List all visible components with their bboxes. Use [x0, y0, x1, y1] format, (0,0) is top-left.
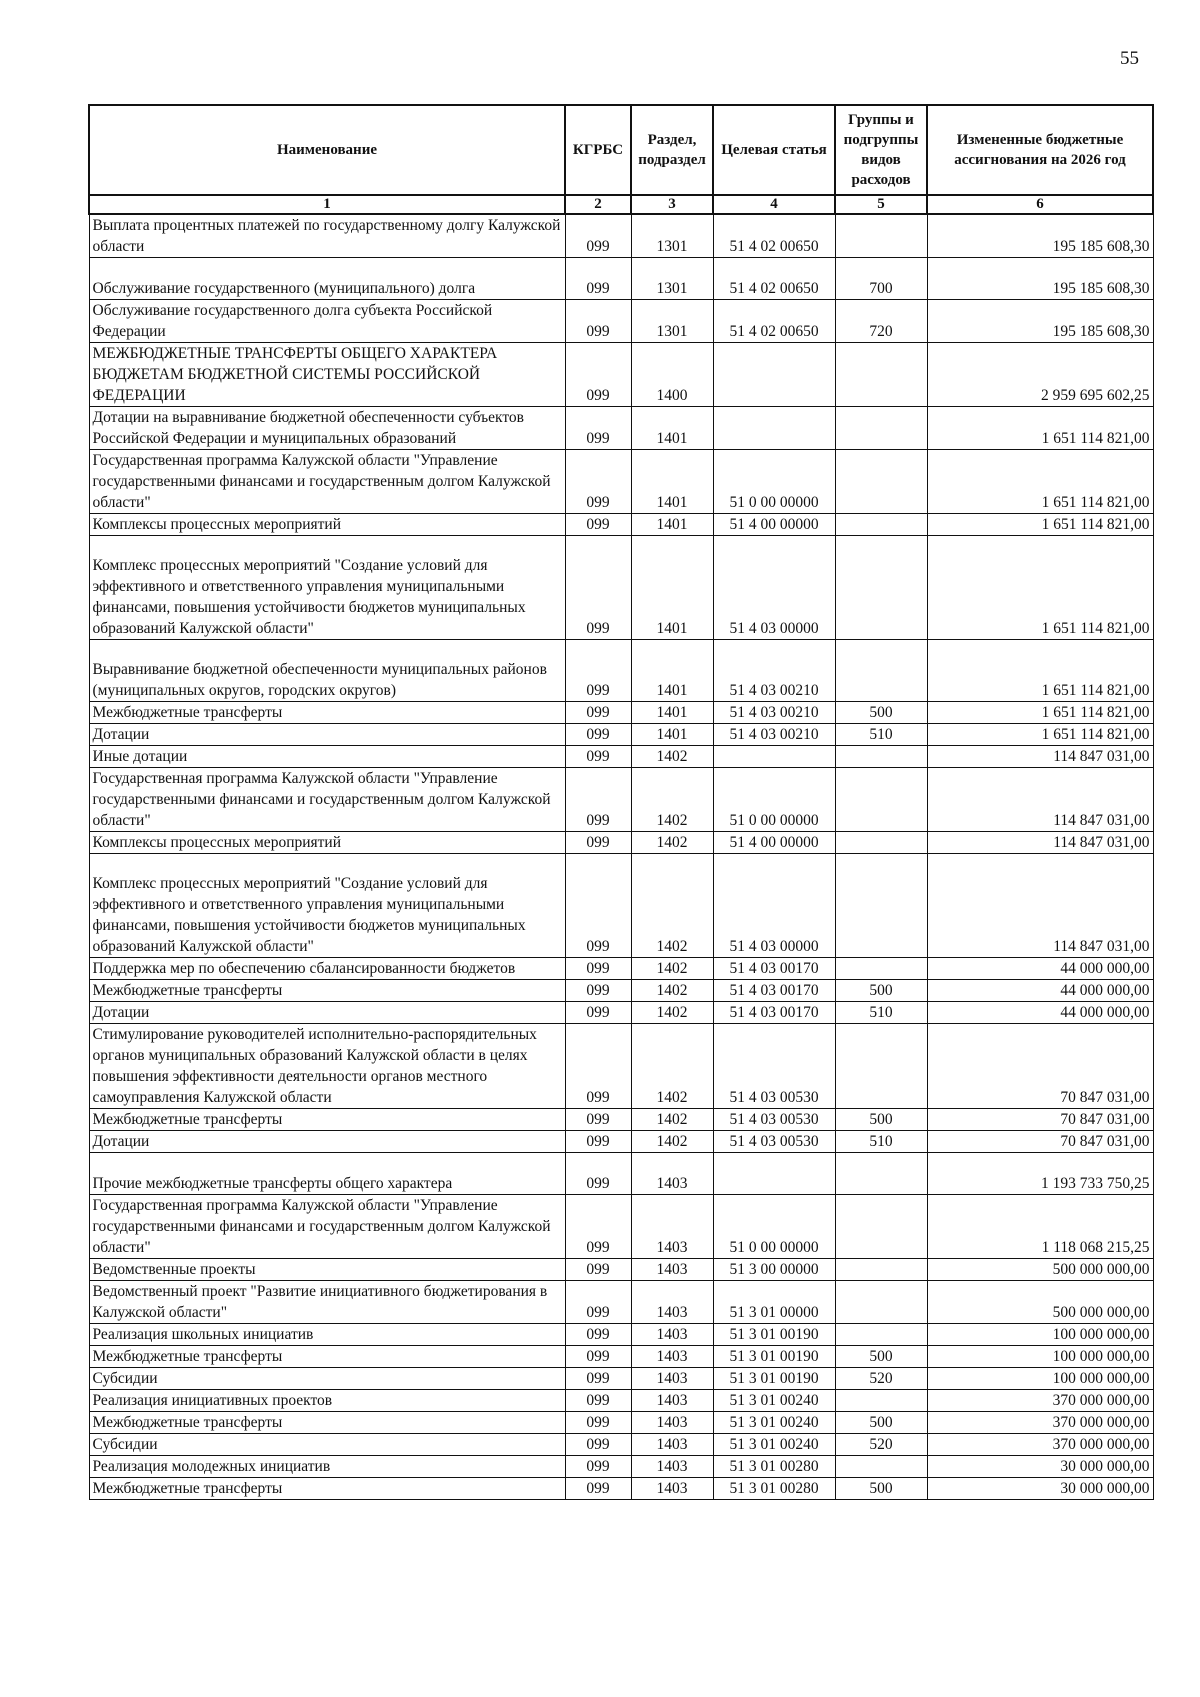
row-name: Реализация молодежных инициатив — [89, 1456, 565, 1478]
row-kgrbs: 099 — [565, 214, 631, 258]
budget-table — [88, 104, 1154, 1500]
row-name: Дотации — [89, 1002, 565, 1024]
row-amount: 114 847 031,00 — [927, 746, 1153, 768]
row-expense-group — [835, 536, 927, 640]
row-kgrbs: 099 — [565, 343, 631, 407]
row-name: Ведомственный проект "Развитие инициативного бюджетирования в Калужской области" — [89, 1281, 565, 1324]
row-expense-group: 500 — [835, 1478, 927, 1500]
row-kgrbs: 099 — [565, 1478, 631, 1500]
column-number: 3 — [631, 195, 713, 214]
row-expense-group — [835, 343, 927, 407]
row-name: Межбюджетные трансферты — [89, 1109, 565, 1131]
row-amount: 1 651 114 821,00 — [927, 640, 1153, 702]
row-name: Реализация инициативных проектов — [89, 1390, 565, 1412]
row-amount: 1 651 114 821,00 — [927, 407, 1153, 450]
row-expense-group — [835, 1195, 927, 1259]
header-target: Целевая статья — [713, 105, 835, 195]
row-expense-group: 510 — [835, 1131, 927, 1153]
row-target-article: 51 3 01 00280 — [713, 1456, 835, 1478]
row-kgrbs: 099 — [565, 300, 631, 343]
row-amount: 500 000 000,00 — [927, 1281, 1153, 1324]
row-amount: 1 651 114 821,00 — [927, 724, 1153, 746]
column-number: 5 — [835, 195, 927, 214]
row-name: Межбюджетные трансферты — [89, 1412, 565, 1434]
row-expense-group: 720 — [835, 300, 927, 343]
row-amount: 1 193 733 750,25 — [927, 1153, 1153, 1195]
row-expense-group — [835, 1281, 927, 1324]
row-section: 1301 — [631, 300, 713, 343]
row-kgrbs: 099 — [565, 514, 631, 536]
row-section: 1403 — [631, 1346, 713, 1368]
table-row — [89, 450, 1153, 514]
row-section: 1403 — [631, 1434, 713, 1456]
row-amount: 195 185 608,30 — [927, 258, 1153, 300]
row-target-article: 51 0 00 00000 — [713, 450, 835, 514]
row-target-article: 51 4 03 00170 — [713, 958, 835, 980]
row-amount: 1 651 114 821,00 — [927, 702, 1153, 724]
row-kgrbs: 099 — [565, 1024, 631, 1109]
row-name: Иные дотации — [89, 746, 565, 768]
row-amount: 1 651 114 821,00 — [927, 450, 1153, 514]
row-section: 1402 — [631, 958, 713, 980]
row-expense-group: 510 — [835, 724, 927, 746]
row-amount: 44 000 000,00 — [927, 1002, 1153, 1024]
row-name: Дотации на выравнивание бюджетной обеспеченности субъектов Российской Федерации и муниципальных образований — [89, 407, 565, 450]
table-row — [89, 1109, 1153, 1131]
row-target-article — [713, 746, 835, 768]
page-number: 55 — [1120, 48, 1139, 69]
row-section: 1401 — [631, 702, 713, 724]
row-name: Стимулирование руководителей исполнительно-распорядительных органов муниципальных образований Калужской области в целях повышения эффективности деятельности органов местного самоуправления Калужской области — [89, 1024, 565, 1109]
row-expense-group — [835, 1390, 927, 1412]
row-section: 1403 — [631, 1456, 713, 1478]
table-row — [89, 958, 1153, 980]
row-kgrbs: 099 — [565, 1412, 631, 1434]
row-section: 1401 — [631, 450, 713, 514]
row-kgrbs: 099 — [565, 1153, 631, 1195]
row-target-article: 51 3 01 00240 — [713, 1434, 835, 1456]
row-target-article: 51 4 02 00650 — [713, 258, 835, 300]
table-row — [89, 1346, 1153, 1368]
table-row — [89, 854, 1153, 958]
column-number: 1 — [89, 195, 565, 214]
row-expense-group: 520 — [835, 1368, 927, 1390]
row-expense-group — [835, 1153, 927, 1195]
row-section: 1402 — [631, 1131, 713, 1153]
row-name: Выплата процентных платежей по государственному долгу Калужской области — [89, 214, 565, 258]
row-target-article: 51 4 02 00650 — [713, 300, 835, 343]
row-amount: 370 000 000,00 — [927, 1434, 1153, 1456]
row-section: 1403 — [631, 1195, 713, 1259]
row-kgrbs: 099 — [565, 640, 631, 702]
row-amount: 44 000 000,00 — [927, 980, 1153, 1002]
row-amount: 30 000 000,00 — [927, 1478, 1153, 1500]
row-target-article: 51 3 01 00190 — [713, 1346, 835, 1368]
row-section: 1403 — [631, 1412, 713, 1434]
row-target-article — [713, 1153, 835, 1195]
row-section: 1301 — [631, 258, 713, 300]
table-row — [89, 343, 1153, 407]
row-section: 1403 — [631, 1478, 713, 1500]
row-expense-group: 500 — [835, 1412, 927, 1434]
table-row — [89, 1434, 1153, 1456]
row-target-article: 51 4 03 00210 — [713, 702, 835, 724]
row-kgrbs: 099 — [565, 854, 631, 958]
row-name: Комплексы процессных мероприятий — [89, 832, 565, 854]
table-row — [89, 980, 1153, 1002]
row-amount: 114 847 031,00 — [927, 854, 1153, 958]
row-kgrbs: 099 — [565, 702, 631, 724]
row-section: 1402 — [631, 1109, 713, 1131]
row-expense-group: 500 — [835, 980, 927, 1002]
row-amount: 370 000 000,00 — [927, 1412, 1153, 1434]
row-target-article: 51 4 03 00170 — [713, 980, 835, 1002]
row-expense-group — [835, 1456, 927, 1478]
row-name: Обслуживание государственного долга субъекта Российской Федерации — [89, 300, 565, 343]
table-row — [89, 1153, 1153, 1195]
row-section: 1402 — [631, 1002, 713, 1024]
row-expense-group — [835, 1024, 927, 1109]
row-expense-group — [835, 450, 927, 514]
column-number: 4 — [713, 195, 835, 214]
header-kgrbs: КГРБС — [565, 105, 631, 195]
row-name: Государственная программа Калужской области "Управление государственными финансами и государственным долгом Калужской области" — [89, 1195, 565, 1259]
row-name: Государственная программа Калужской области "Управление государственными финансами и государственным долгом Калужской области" — [89, 768, 565, 832]
row-target-article — [713, 407, 835, 450]
table-row — [89, 1368, 1153, 1390]
row-kgrbs: 099 — [565, 958, 631, 980]
row-target-article: 51 3 01 00280 — [713, 1478, 835, 1500]
row-section: 1401 — [631, 536, 713, 640]
header-section: Раздел, подраздел — [631, 105, 713, 195]
row-kgrbs: 099 — [565, 746, 631, 768]
header-name: Наименование — [89, 105, 565, 195]
row-amount: 2 959 695 602,25 — [927, 343, 1153, 407]
row-amount: 195 185 608,30 — [927, 300, 1153, 343]
row-name: Обслуживание государственного (муниципального) долга — [89, 258, 565, 300]
row-kgrbs: 099 — [565, 1109, 631, 1131]
row-name: Комплекс процессных мероприятий "Создание условий для эффективного и ответственного управления муниципальными финансами, повышения устойчивости бюджетов муниципальных образований Калужской области" — [89, 536, 565, 640]
row-section: 1403 — [631, 1390, 713, 1412]
row-name: Ведомственные проекты — [89, 1259, 565, 1281]
table-body — [89, 214, 1153, 1500]
row-amount: 70 847 031,00 — [927, 1109, 1153, 1131]
row-amount: 70 847 031,00 — [927, 1024, 1153, 1109]
row-expense-group — [835, 514, 927, 536]
row-section: 1403 — [631, 1324, 713, 1346]
header-group: Группы и подгруппы видов расходов — [835, 105, 927, 195]
row-name: Выравнивание бюджетной обеспеченности муниципальных районов (муниципальных округов, городских округов) — [89, 640, 565, 702]
row-target-article: 51 0 00 00000 — [713, 1195, 835, 1259]
table-row — [89, 1024, 1153, 1109]
row-name: Комплексы процессных мероприятий — [89, 514, 565, 536]
row-kgrbs: 099 — [565, 980, 631, 1002]
row-amount: 195 185 608,30 — [927, 214, 1153, 258]
row-target-article: 51 4 03 00530 — [713, 1131, 835, 1153]
row-kgrbs: 099 — [565, 1346, 631, 1368]
row-name: МЕЖБЮДЖЕТНЫЕ ТРАНСФЕРТЫ ОБЩЕГО ХАРАКТЕРА БЮДЖЕТАМ БЮДЖЕТНОЙ СИСТЕМЫ РОССИЙСКОЙ ФЕДЕРАЦИИ — [89, 343, 565, 407]
row-target-article: 51 4 03 00000 — [713, 536, 835, 640]
row-expense-group — [835, 746, 927, 768]
row-name: Реализация школьных инициатив — [89, 1324, 565, 1346]
row-section: 1401 — [631, 640, 713, 702]
row-kgrbs: 099 — [565, 1195, 631, 1259]
row-expense-group — [835, 640, 927, 702]
row-target-article: 51 3 00 00000 — [713, 1259, 835, 1281]
row-section: 1401 — [631, 514, 713, 536]
row-kgrbs: 099 — [565, 1368, 631, 1390]
row-target-article: 51 4 03 00170 — [713, 1002, 835, 1024]
row-amount: 114 847 031,00 — [927, 768, 1153, 832]
row-kgrbs: 099 — [565, 1456, 631, 1478]
row-kgrbs: 099 — [565, 1324, 631, 1346]
table-row — [89, 1281, 1153, 1324]
row-section: 1402 — [631, 832, 713, 854]
row-target-article: 51 0 00 00000 — [713, 768, 835, 832]
row-amount: 370 000 000,00 — [927, 1390, 1153, 1412]
row-amount: 1 651 114 821,00 — [927, 536, 1153, 640]
row-name: Межбюджетные трансферты — [89, 1478, 565, 1500]
row-amount: 100 000 000,00 — [927, 1368, 1153, 1390]
column-number: 2 — [565, 195, 631, 214]
row-name: Комплекс процессных мероприятий "Создание условий для эффективного и ответственного управления муниципальными финансами, повышения устойчивости бюджетов муниципальных образований Калужской области" — [89, 854, 565, 958]
row-section: 1401 — [631, 724, 713, 746]
row-expense-group — [835, 958, 927, 980]
row-target-article: 51 3 01 00240 — [713, 1412, 835, 1434]
row-target-article: 51 4 03 00210 — [713, 640, 835, 702]
table-row — [89, 258, 1153, 300]
row-name: Государственная программа Калужской области "Управление государственными финансами и государственным долгом Калужской области" — [89, 450, 565, 514]
row-kgrbs: 099 — [565, 1002, 631, 1024]
row-kgrbs: 099 — [565, 832, 631, 854]
column-number-row — [89, 195, 1153, 214]
row-section: 1402 — [631, 854, 713, 958]
row-name: Дотации — [89, 724, 565, 746]
row-amount: 500 000 000,00 — [927, 1259, 1153, 1281]
row-kgrbs: 099 — [565, 1434, 631, 1456]
row-expense-group — [835, 832, 927, 854]
table-row — [89, 1456, 1153, 1478]
row-section: 1402 — [631, 980, 713, 1002]
row-target-article — [713, 343, 835, 407]
row-target-article: 51 4 03 00000 — [713, 854, 835, 958]
table-row — [89, 1131, 1153, 1153]
column-number: 6 — [927, 195, 1153, 214]
row-target-article: 51 4 00 00000 — [713, 832, 835, 854]
row-name: Субсидии — [89, 1368, 565, 1390]
table-row — [89, 1478, 1153, 1500]
table-row — [89, 1195, 1153, 1259]
row-amount: 100 000 000,00 — [927, 1346, 1153, 1368]
row-kgrbs: 099 — [565, 1131, 631, 1153]
row-section: 1403 — [631, 1153, 713, 1195]
header-row — [89, 105, 1153, 195]
row-expense-group: 700 — [835, 258, 927, 300]
row-name: Межбюджетные трансферты — [89, 980, 565, 1002]
row-amount: 100 000 000,00 — [927, 1324, 1153, 1346]
row-name: Межбюджетные трансферты — [89, 702, 565, 724]
table-row — [89, 724, 1153, 746]
table-row — [89, 536, 1153, 640]
row-target-article: 51 3 01 00190 — [713, 1324, 835, 1346]
row-target-article: 51 3 01 00240 — [713, 1390, 835, 1412]
table-row — [89, 1259, 1153, 1281]
row-expense-group — [835, 768, 927, 832]
row-amount: 114 847 031,00 — [927, 832, 1153, 854]
row-section: 1403 — [631, 1281, 713, 1324]
row-name: Поддержка мер по обеспечению сбалансированности бюджетов — [89, 958, 565, 980]
row-expense-group: 510 — [835, 1002, 927, 1024]
row-amount: 44 000 000,00 — [927, 958, 1153, 980]
row-amount: 1 118 068 215,25 — [927, 1195, 1153, 1259]
row-expense-group: 500 — [835, 1109, 927, 1131]
row-section: 1401 — [631, 407, 713, 450]
row-target-article: 51 4 02 00650 — [713, 214, 835, 258]
row-kgrbs: 099 — [565, 258, 631, 300]
row-name: Дотации — [89, 1131, 565, 1153]
table-row — [89, 300, 1153, 343]
row-section: 1402 — [631, 746, 713, 768]
row-amount: 70 847 031,00 — [927, 1131, 1153, 1153]
table-row — [89, 1412, 1153, 1434]
row-expense-group — [835, 1324, 927, 1346]
table-row — [89, 640, 1153, 702]
row-expense-group — [835, 214, 927, 258]
table-row — [89, 1002, 1153, 1024]
row-expense-group: 520 — [835, 1434, 927, 1456]
row-amount: 1 651 114 821,00 — [927, 514, 1153, 536]
table-row — [89, 746, 1153, 768]
row-kgrbs: 099 — [565, 1281, 631, 1324]
row-expense-group — [835, 1259, 927, 1281]
row-expense-group: 500 — [835, 702, 927, 724]
row-target-article: 51 3 01 00190 — [713, 1368, 835, 1390]
row-section: 1402 — [631, 1024, 713, 1109]
row-target-article: 51 4 03 00530 — [713, 1109, 835, 1131]
row-kgrbs: 099 — [565, 536, 631, 640]
row-amount: 30 000 000,00 — [927, 1456, 1153, 1478]
row-kgrbs: 099 — [565, 1259, 631, 1281]
table-row — [89, 1324, 1153, 1346]
row-target-article: 51 3 01 00000 — [713, 1281, 835, 1324]
table-row — [89, 514, 1153, 536]
row-target-article: 51 4 03 00210 — [713, 724, 835, 746]
table-row — [89, 832, 1153, 854]
row-expense-group — [835, 854, 927, 958]
row-name: Межбюджетные трансферты — [89, 1346, 565, 1368]
table-row — [89, 768, 1153, 832]
table-row — [89, 1390, 1153, 1412]
row-section: 1403 — [631, 1368, 713, 1390]
row-kgrbs: 099 — [565, 450, 631, 514]
row-section: 1400 — [631, 343, 713, 407]
table-row — [89, 407, 1153, 450]
row-name: Субсидии — [89, 1434, 565, 1456]
row-expense-group — [835, 407, 927, 450]
table-row — [89, 214, 1153, 258]
row-name: Прочие межбюджетные трансферты общего характера — [89, 1153, 565, 1195]
row-section: 1301 — [631, 214, 713, 258]
row-kgrbs: 099 — [565, 768, 631, 832]
row-expense-group: 500 — [835, 1346, 927, 1368]
table-row — [89, 702, 1153, 724]
header-amount: Измененные бюджетные ассигнования на 2026 год — [927, 105, 1153, 195]
row-section: 1403 — [631, 1259, 713, 1281]
row-kgrbs: 099 — [565, 1390, 631, 1412]
row-target-article: 51 4 00 00000 — [713, 514, 835, 536]
row-target-article: 51 4 03 00530 — [713, 1024, 835, 1109]
row-section: 1402 — [631, 768, 713, 832]
row-kgrbs: 099 — [565, 407, 631, 450]
row-kgrbs: 099 — [565, 724, 631, 746]
